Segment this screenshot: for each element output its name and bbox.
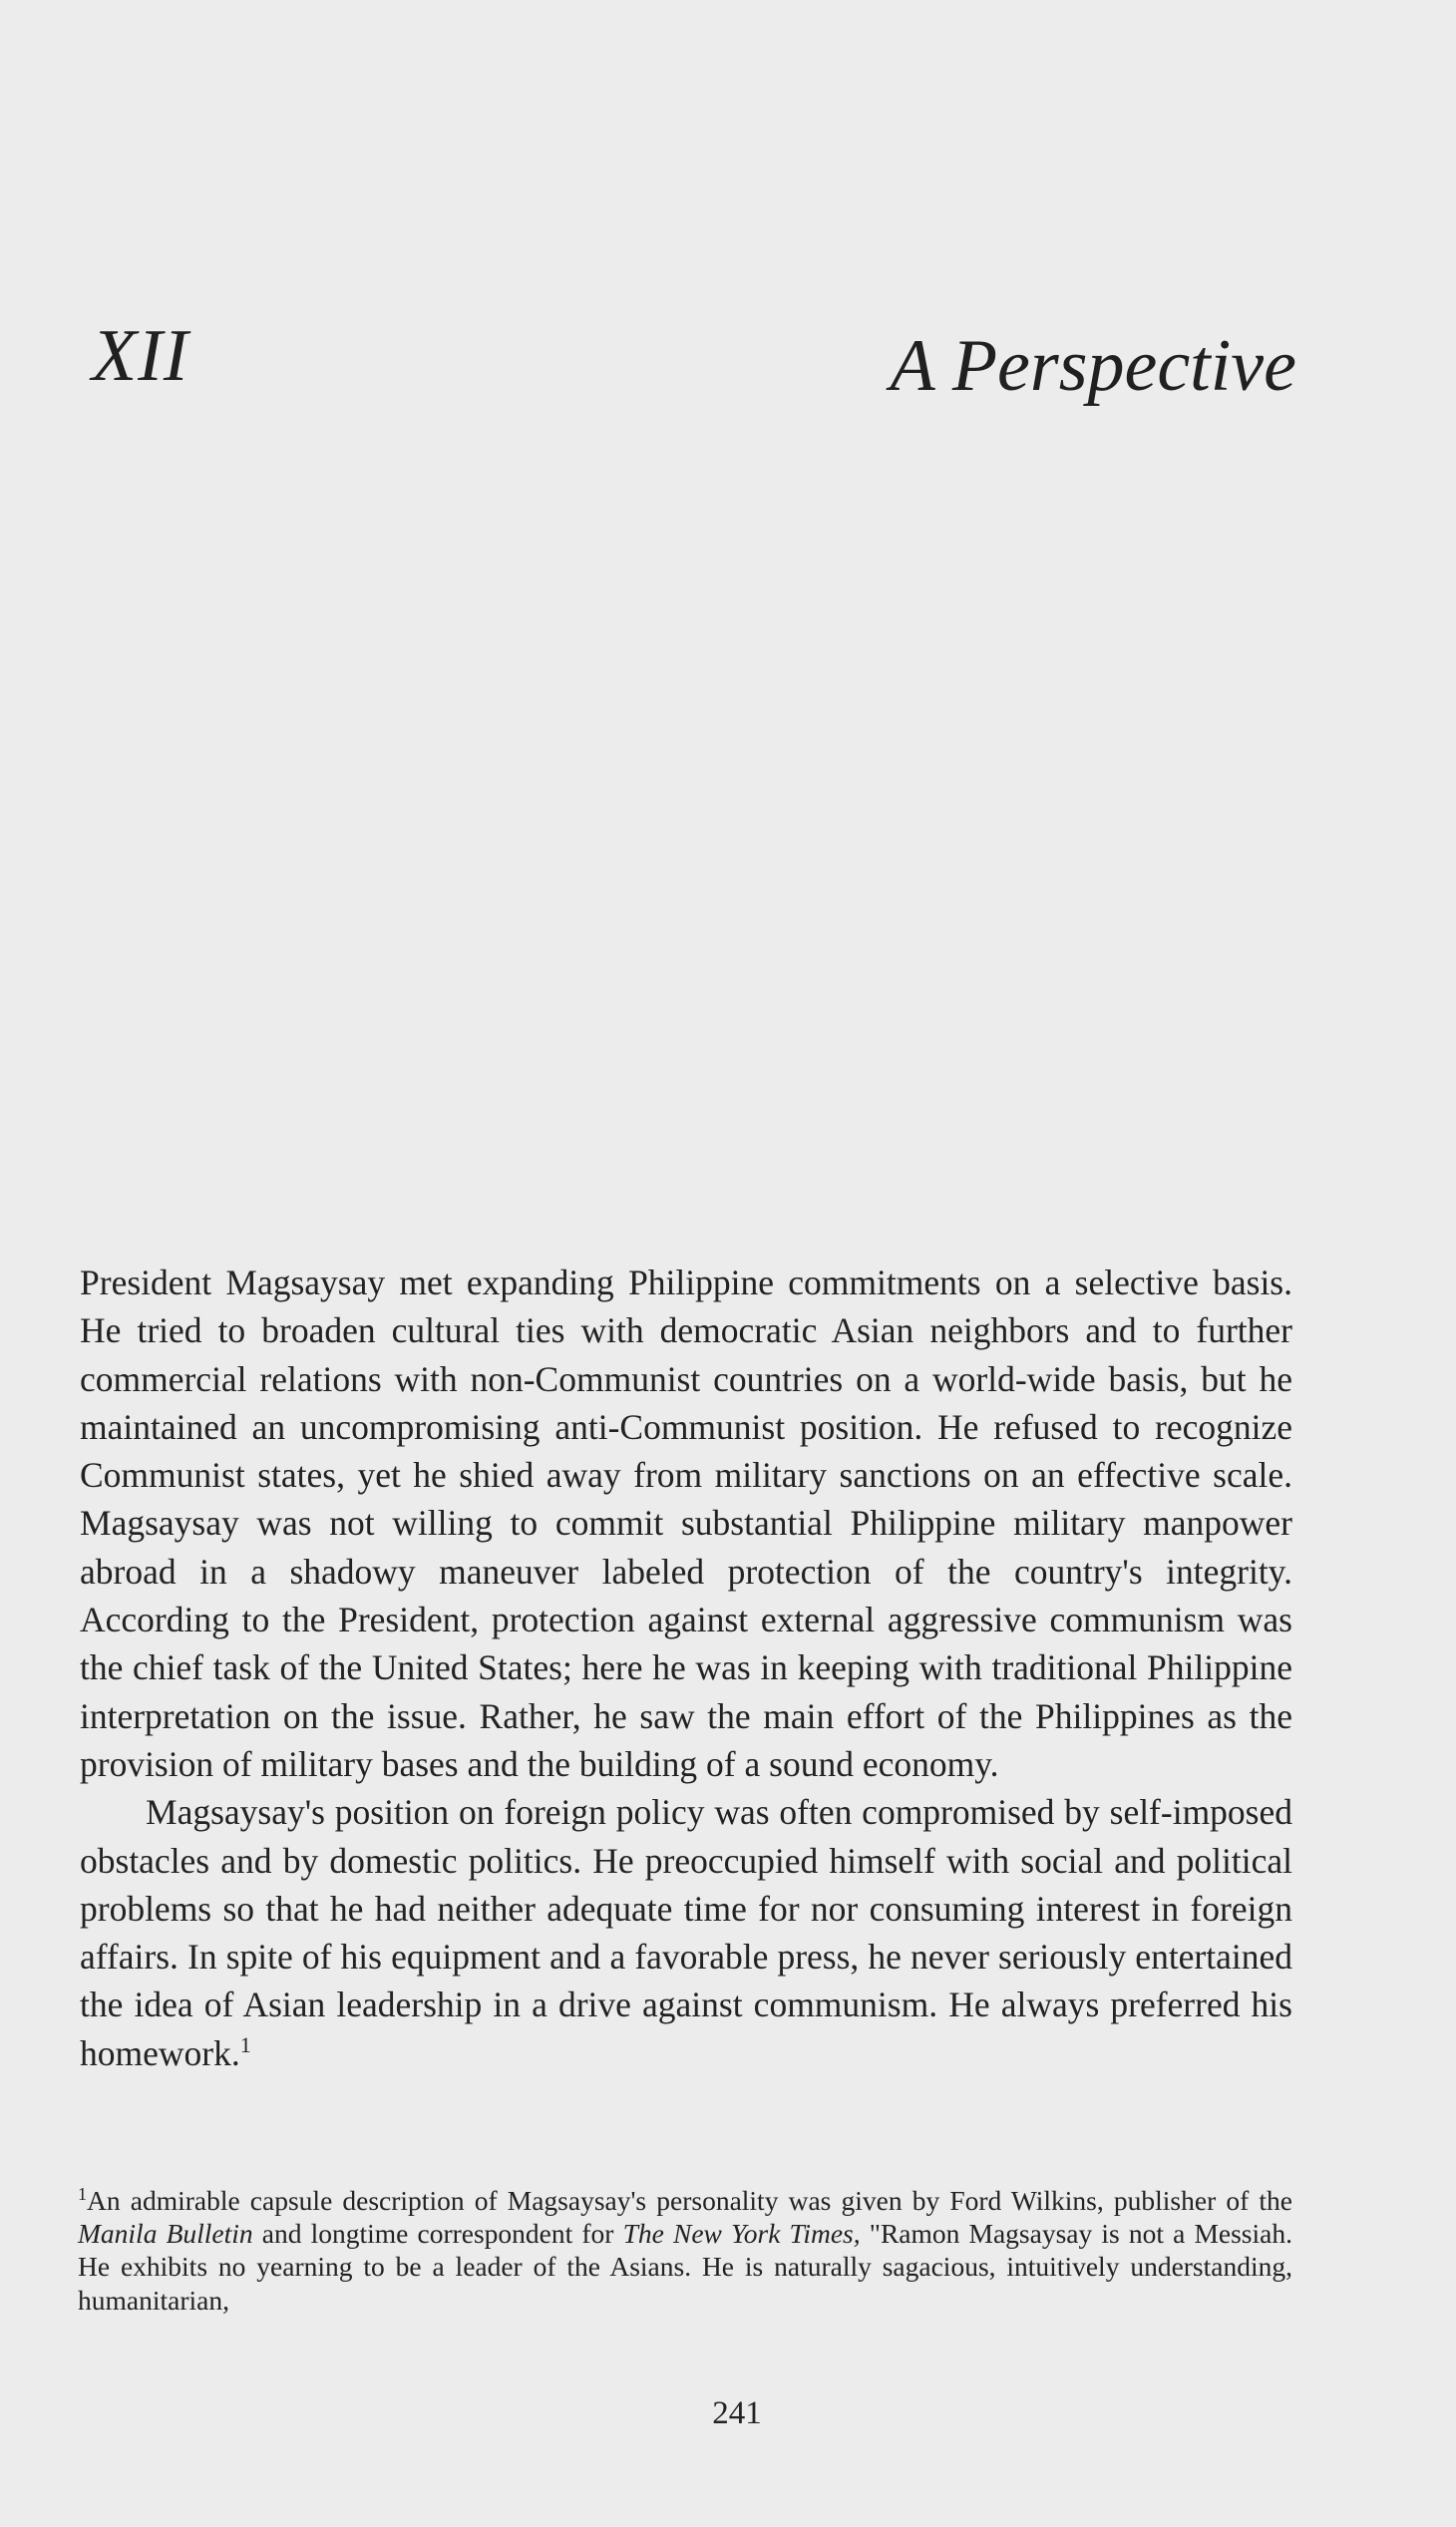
footnote xyxy=(78,2184,1292,2317)
footnote-publication-manila-bulletin: Manila Bulletin xyxy=(78,2218,253,2250)
paragraph-1 xyxy=(80,1259,1292,1788)
footnote-text-b: and longtime correspondent for xyxy=(252,2218,623,2250)
body-text xyxy=(80,1259,1292,2077)
page-number: 241 xyxy=(712,2395,762,2431)
footnote-text-c: "Ramon Magsaysay is not a Messiah. He exhibits no yearning to be a leader of the Asians. He is naturally sagacious, intuitively understanding, humanitarian, xyxy=(78,2218,1292,2316)
footnote-paragraph xyxy=(78,2184,1292,2317)
footnote-reference: 1 xyxy=(239,2031,251,2057)
footnote-marker: 1 xyxy=(78,2183,87,2204)
footnote-text-a: An admirable capsule description of Magsaysay's personality was given by Ford Wilkins, publisher of the xyxy=(87,2185,1292,2216)
footnote-publication-nyt: The New York Times, xyxy=(622,2218,861,2250)
paragraph-2-text: Magsaysay's position on foreign policy was often compromised by self-imposed obstacles and by domestic politics. He preoccupied himself with social and political problems so that he had neither adequate time for nor consuming interest in foreign affairs. In spite of his equipment and a favorable press, he never seriously entertained the idea of Asian leadership in a drive against communism. He always preferred his homework. xyxy=(80,1792,1292,2073)
chapter-title: A Perspective xyxy=(890,325,1296,407)
chapter-number: XII xyxy=(92,315,189,397)
paragraph-2 xyxy=(80,1788,1292,2077)
paragraph-1-text: President Magsaysay met expanding Philippine commitments on a selective basis. He tried to broaden cultural ties with democratic Asian neighbors and to further commercial relations with non-Communist countries on a world-wide basis, but he maintained an uncompromising anti-Communist position. He refused to recognize Communist states, yet he shied away from military sanctions on an effective scale. Magsaysay was not willing to commit substantial Philippine military manpower abroad in a shadowy maneuver labeled protection of the country's integrity. According to the President, protection against external aggressive communism was the chief task of the United States; here he was in keeping with traditional Philippine interpretation on the issue. Rather, he saw the main effort of the Philippines as the provision of military bases and the building of a sound economy. xyxy=(80,1263,1292,1784)
